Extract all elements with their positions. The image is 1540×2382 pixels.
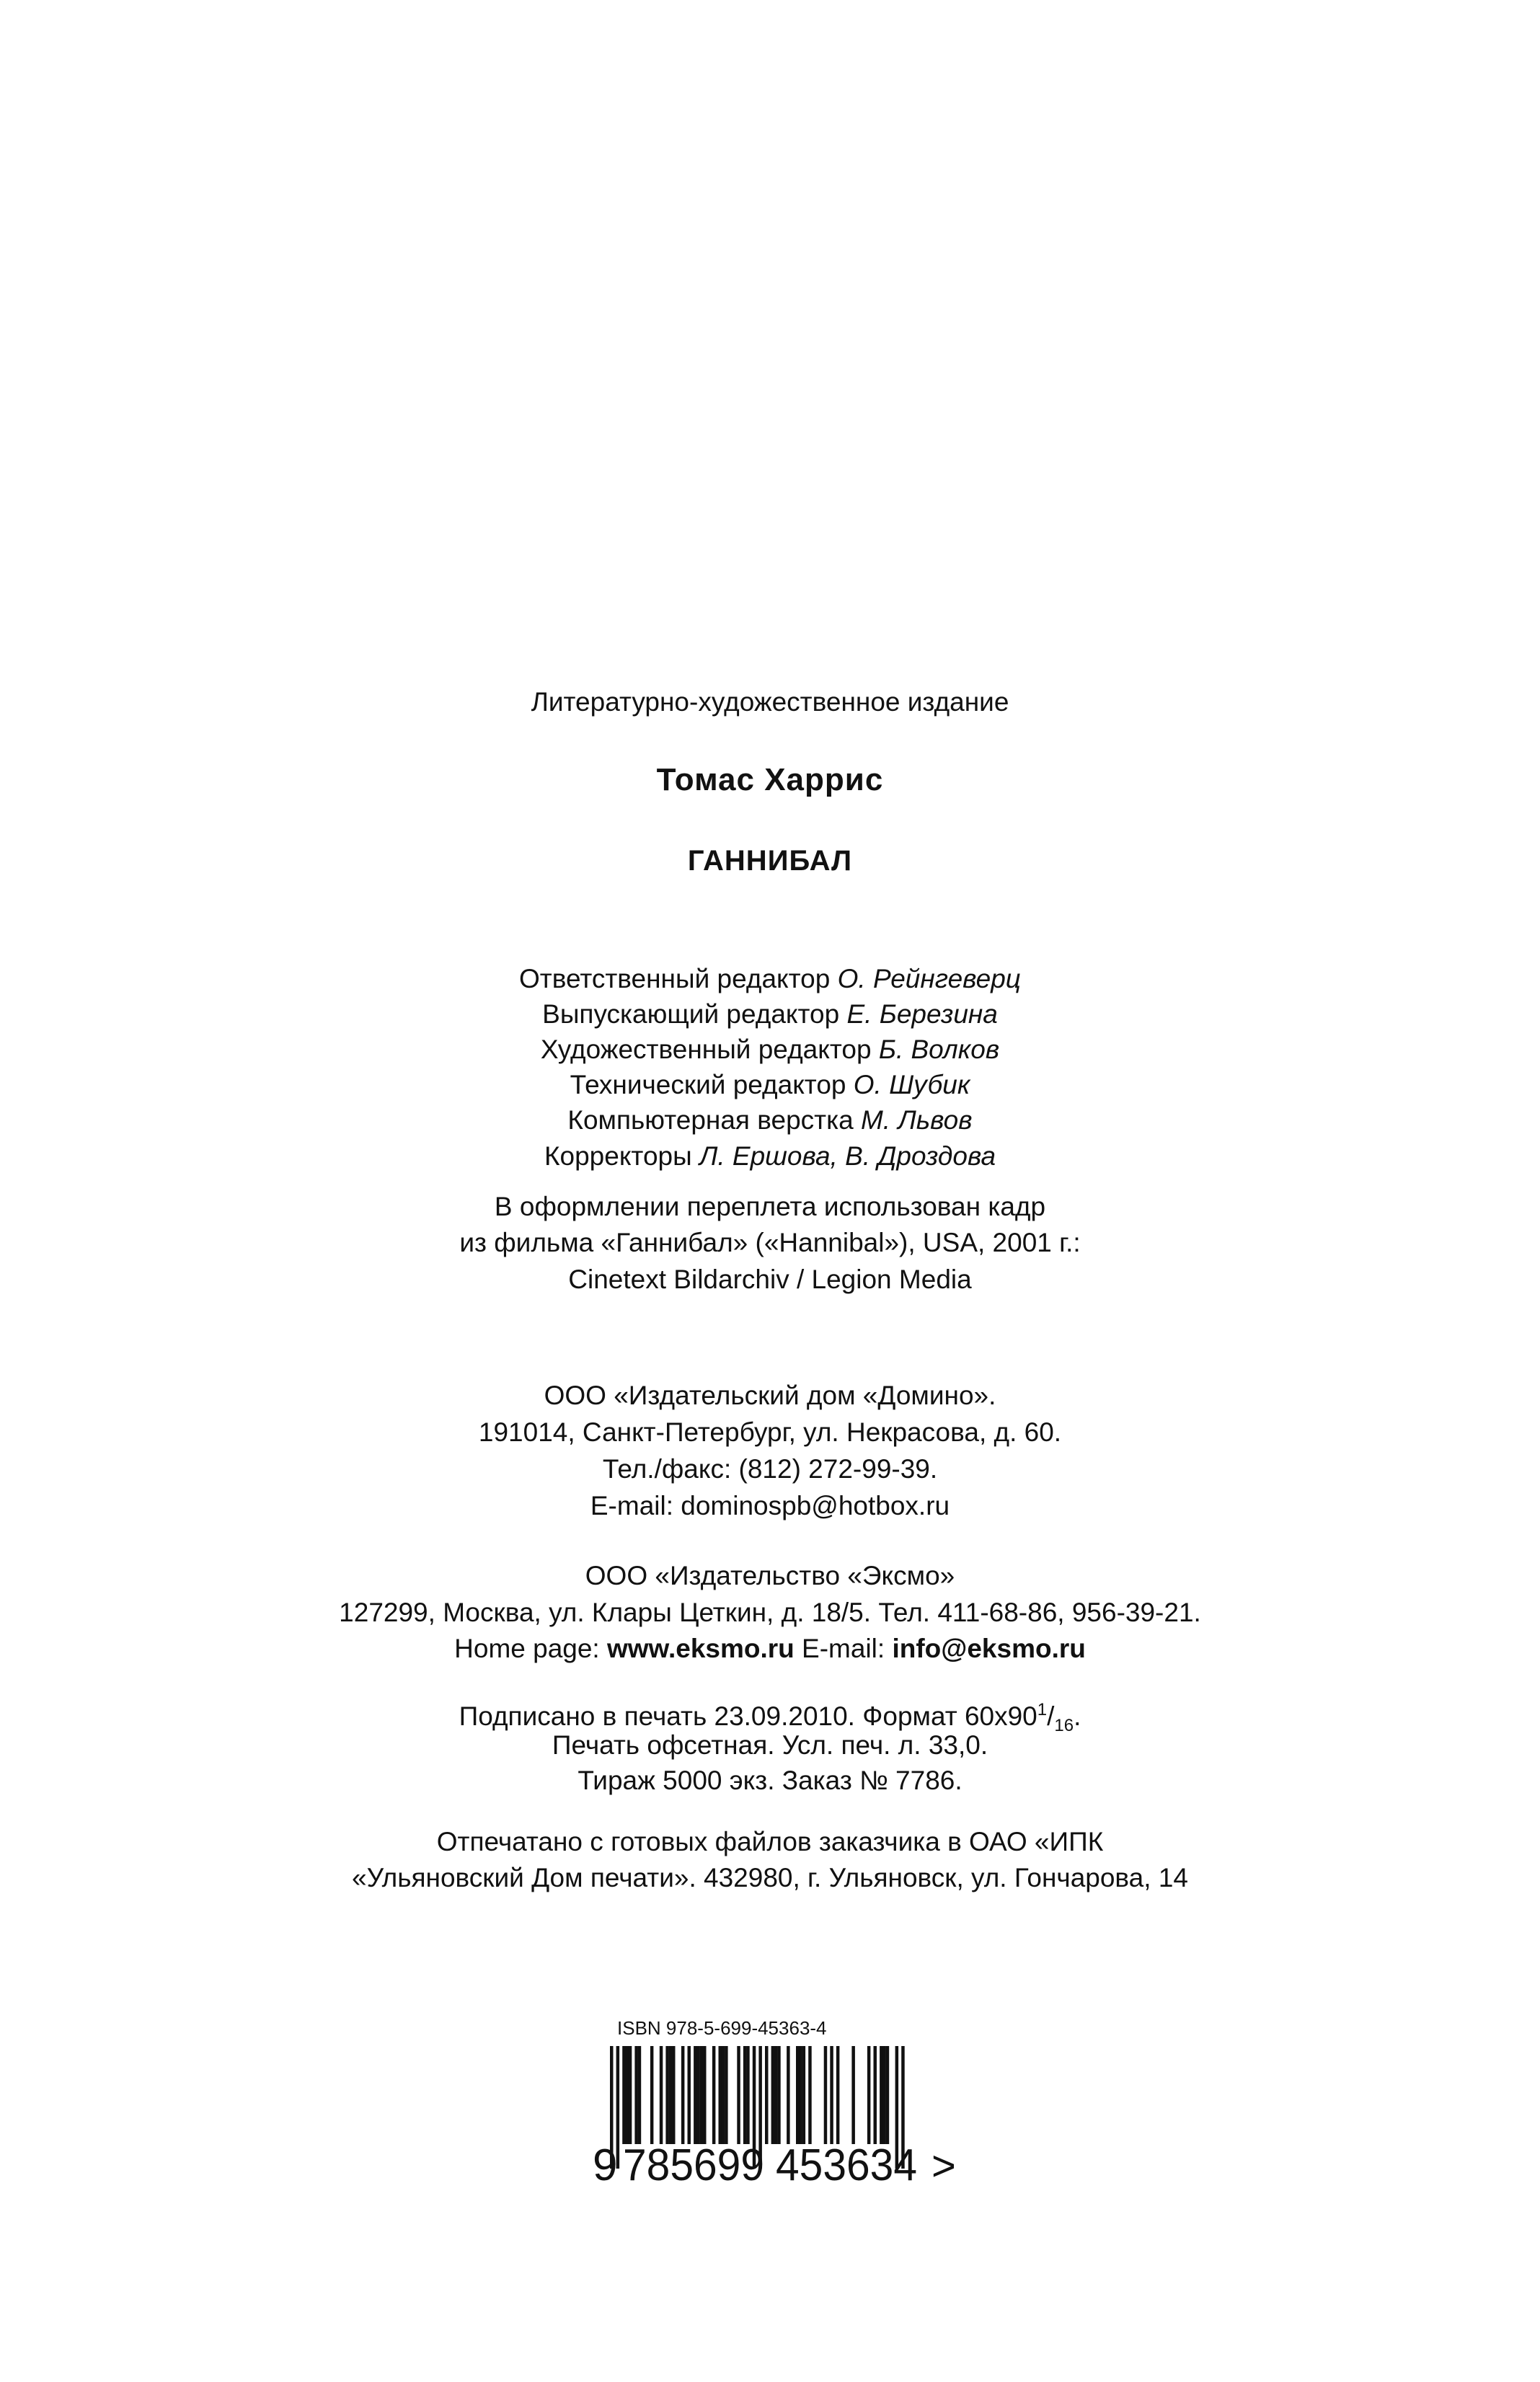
barcode-first-digit: 9 <box>593 2140 618 2187</box>
barcode-bar <box>638 2046 642 2144</box>
book-title: ГАННИБАЛ <box>687 845 853 877</box>
barcode-bar <box>774 2046 778 2144</box>
isbn-label: ISBN 978-5-699-45363-4 <box>617 2017 827 2039</box>
barcode-bar <box>629 2046 632 2144</box>
barcode-bar <box>824 2046 828 2144</box>
printer-line: Отпечатано с готовых файлов заказчика в ОАО «ИПК <box>436 1827 1104 1856</box>
publisher-email: E-mail: dominospb@hotbox.ru <box>590 1491 950 1520</box>
barcode-bar <box>634 2046 638 2144</box>
barcode-bar <box>874 2046 877 2144</box>
barcode-bar <box>808 2046 812 2144</box>
barcode-bar <box>765 2046 769 2144</box>
publisher-name: ООО «Издательский дом «Домино». <box>544 1381 996 1410</box>
credit-line: Художественный редактор Б. Волков <box>540 1035 1000 1064</box>
barcode-bar <box>669 2046 673 2144</box>
barcode-bar <box>886 2046 890 2144</box>
barcode-bar <box>712 2046 716 2144</box>
email-link: info@eksmo.ru <box>892 1634 1086 1663</box>
barcode-bar <box>802 2046 806 2144</box>
isbn-barcode <box>588 2043 963 2187</box>
cover-note-line: из фильма «Ганнибал» («Hannibal»), USA, 2001 г.: <box>459 1228 1081 1257</box>
barcode-bar <box>672 2046 676 2144</box>
barcode-bar <box>694 2046 697 2144</box>
barcode-bar <box>882 2046 886 2144</box>
credit-line: Корректоры Л. Ершова, В. Дроздова <box>544 1141 996 1171</box>
barcode-bar <box>688 2046 691 2144</box>
publisher-name: ООО «Издательство «Эксмо» <box>585 1561 955 1590</box>
barcode-bar <box>719 2046 722 2144</box>
barcode-bar <box>696 2046 700 2144</box>
printer-line: «Ульяновский Дом печати». 432980, г. Ульяновск, ул. Гончарова, 14 <box>352 1863 1188 1892</box>
barcode-bar <box>725 2046 728 2144</box>
barcode-bar <box>799 2046 802 2144</box>
cover-note-line: Cinetext Bildarchiv / Legion Media <box>568 1265 972 1294</box>
barcode-bar <box>700 2046 704 2144</box>
publisher-contacts: Home page: www.eksmo.ru E-mail: info@eksmo.ru <box>454 1634 1086 1663</box>
barcode-bar <box>660 2046 663 2144</box>
barcode-bar <box>722 2046 725 2144</box>
publisher-address: 191014, Санкт-Петербург, ул. Некрасова, д. 60. <box>478 1417 1062 1447</box>
barcode-bar <box>787 2046 790 2144</box>
barcode-group-left: 785699 <box>623 2140 764 2187</box>
barcode-bar <box>737 2046 740 2144</box>
print-signed-line: Подписано в печать 23.09.2010. Формат $60x90^1/_{16}$. <box>459 1700 1081 1735</box>
genre-line: Литературно-художественное издание <box>531 687 1009 717</box>
credit-line: Технический редактор О. Шубик <box>570 1070 970 1099</box>
barcode-bar <box>681 2046 685 2144</box>
publisher-phone: Тел./факс: (812) 272-99-39. <box>602 1454 938 1484</box>
credit-line: Выпускающий редактор Е. Березина <box>542 999 998 1029</box>
barcode-bar <box>703 2046 707 2144</box>
barcode-bar <box>880 2046 883 2144</box>
homepage-link: www.eksmo.ru <box>607 1634 795 1663</box>
barcode-bar <box>665 2046 669 2144</box>
barcode-group-right: 453634 <box>776 2140 917 2187</box>
barcode-bar <box>851 2046 855 2144</box>
barcode-bar <box>626 2046 629 2144</box>
barcode-bar <box>830 2046 833 2144</box>
barcode-bar <box>650 2046 654 2144</box>
cover-note-line: В оформлении переплета использован кадр <box>494 1192 1046 1221</box>
barcode-bar <box>867 2046 871 2144</box>
barcode-bar <box>622 2046 626 2144</box>
credit-line: Ответственный редактор О. Рейнгеверц <box>519 964 1021 993</box>
barcode-bar <box>746 2046 750 2144</box>
barcode-bar <box>777 2046 781 2144</box>
barcode-bar <box>743 2046 747 2144</box>
barcode-bar <box>771 2046 775 2144</box>
barcode-bar <box>836 2046 840 2144</box>
author-name: Томас Харрис <box>656 762 884 797</box>
barcode-bar <box>796 2046 800 2144</box>
print-run-line: Тираж 5000 экз. Заказ № 7786. <box>578 1766 962 1795</box>
print-offset-line: Печать офсетная. Усл. печ. л. 33,0. <box>552 1730 988 1760</box>
barcode-quiet-marker: > <box>931 2143 956 2187</box>
publisher-address: 127299, Москва, ул. Клары Цеткин, д. 18/5. Тел. 411-68-86, 956-39-21. <box>339 1598 1201 1627</box>
credit-line: Компьютерная верстка М. Львов <box>567 1105 973 1135</box>
